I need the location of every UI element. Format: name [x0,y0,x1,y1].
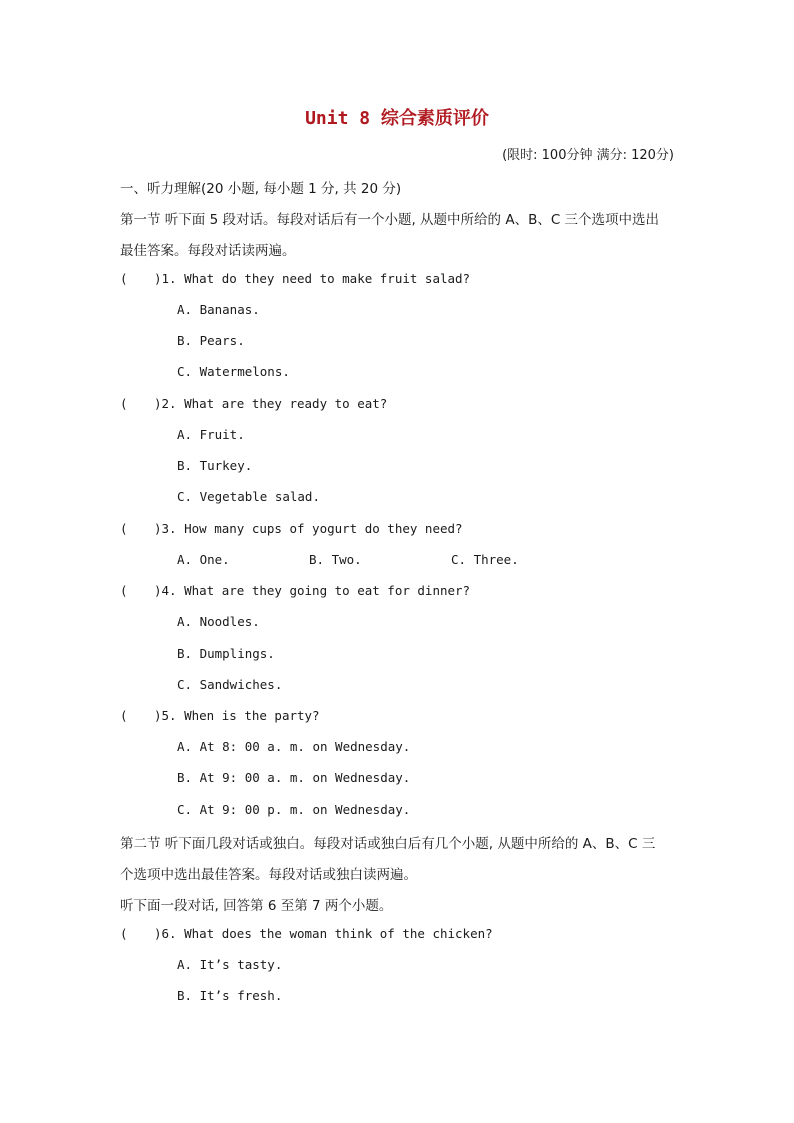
part2-dialogue-instruction: 听下面一段对话, 回答第 6 至第 7 两个小题。 [120,898,393,914]
section-heading: 一、听力理解(20 小题, 每小题 1 分, 共 20 分) [120,181,402,197]
option-5a: A. At 8: 00 a. m. on Wednesday. [177,739,411,754]
answer-paren-close: ) [154,396,162,411]
question-6 [120,926,493,941]
option-6a: A. It’s tasty. [177,957,283,972]
option-3c: C. Three. [451,552,519,567]
part1-instruction-line1: 第一节 听下面 5 段对话。每段对话后有一个小题, 从题中所给的 A、B、C 三个选项中选出 [120,212,660,228]
option-3a: A. One. [177,552,230,567]
option-1c: C. Watermelons. [177,364,290,379]
answer-paren-close: ) [154,708,162,723]
option-4c: C. Sandwiches. [177,677,283,692]
option-2c: C. Vegetable salad. [177,489,320,504]
part1-instruction-line2: 最佳答案。每段对话读两遍。 [120,243,296,259]
option-6b: B. It’s fresh. [177,988,283,1003]
answer-paren-close: ) [154,521,162,536]
option-5c: C. At 9: 00 p. m. on Wednesday. [177,802,411,817]
question-text: 6. What does the woman think of the chicken? [161,926,493,941]
option-3b: B. Two. [309,552,362,567]
question-1 [120,271,470,286]
answer-paren-open: ( [120,396,128,411]
option-1b: B. Pears. [177,333,245,348]
time-score-note: (限时: 100分钟 满分: 120分) [502,148,674,163]
question-2 [120,396,387,411]
question-text: 4. What are they going to eat for dinner? [161,583,471,598]
answer-paren-close: ) [154,271,162,286]
option-2a: A. Fruit. [177,427,245,442]
answer-paren-open: ( [120,271,128,286]
answer-paren-open: ( [120,583,128,598]
question-4 [120,583,470,598]
option-4b: B. Dumplings. [177,646,275,661]
question-5 [120,708,320,723]
answer-paren-open: ( [120,521,128,536]
question-text: 2. What are they ready to eat? [161,396,388,411]
part2-instruction-line2: 个选项中选出最佳答案。每段对话或独白读两遍。 [120,867,417,883]
answer-paren-open: ( [120,708,128,723]
option-5b: B. At 9: 00 a. m. on Wednesday. [177,770,411,785]
question-text: 5. When is the party? [161,708,320,723]
answer-paren-close: ) [154,926,162,941]
answer-paren-close: ) [154,583,162,598]
page-title: Unit 8 综合素质评价 [305,108,489,129]
option-4a: A. Noodles. [177,614,260,629]
option-2b: B. Turkey. [177,458,253,473]
part2-instruction-line1: 第二节 听下面几段对话或独白。每段对话或独白后有几个小题, 从题中所给的 A、B、C 三 [120,836,656,852]
question-3 [120,521,463,536]
option-1a: A. Bananas. [177,302,260,317]
answer-paren-open: ( [120,926,128,941]
question-text: 1. What do they need to make fruit salad? [161,271,471,286]
question-text: 3. How many cups of yogurt do they need? [161,521,463,536]
